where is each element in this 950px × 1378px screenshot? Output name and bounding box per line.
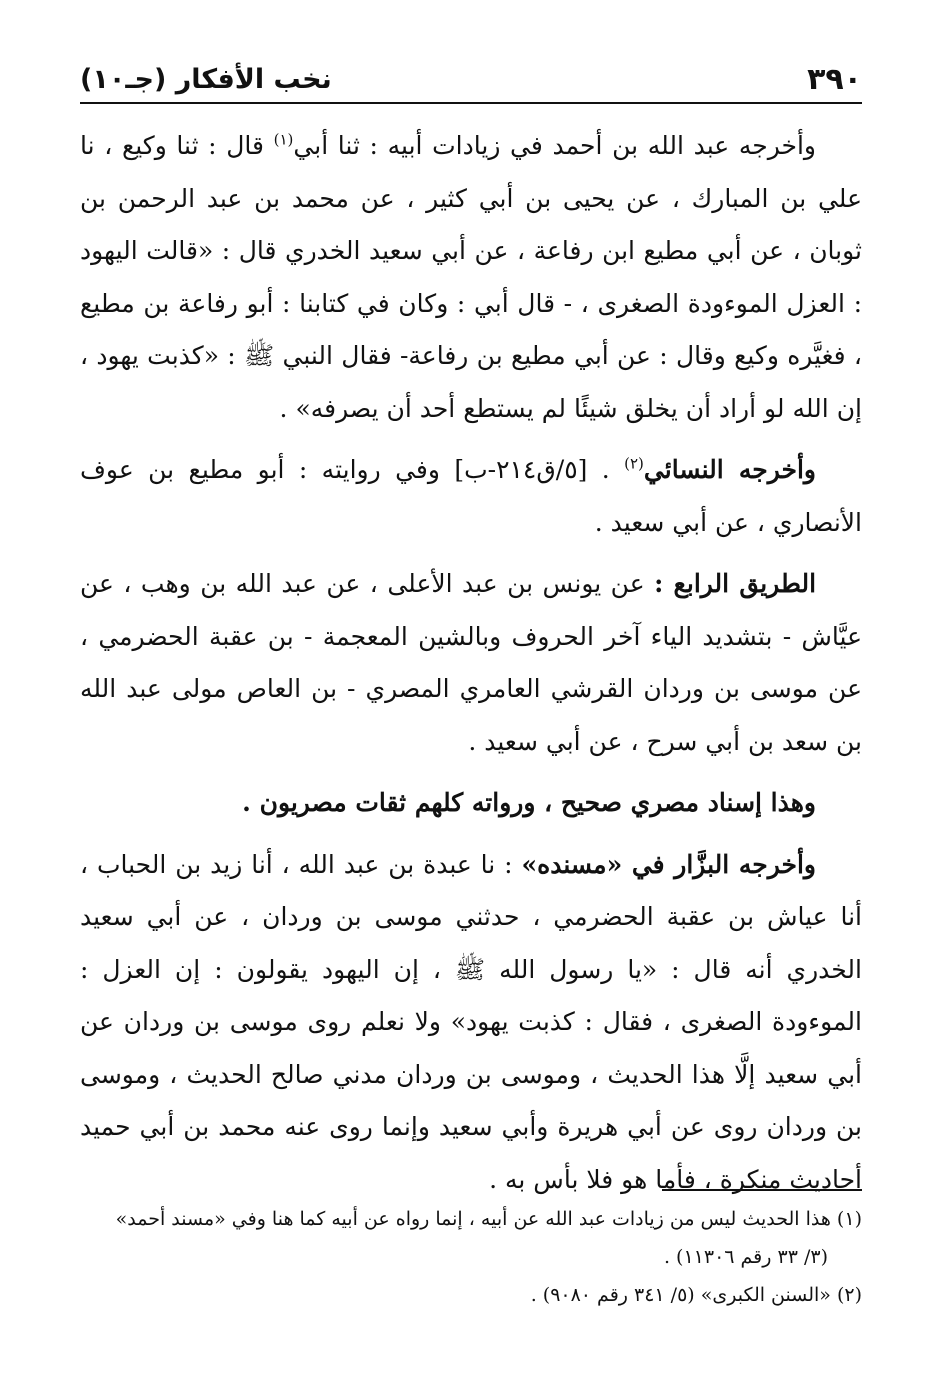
paragraph-1 [80, 120, 862, 435]
paragraph-3-text: عن يونس بن عبد الأعلى ، عن عبد الله بن وهب ، عن عيَّاش - بتشديد الياء آخر الحروف وبالشين المعجمة - بن عقبة الحضرمي ، عن موسى بن وردان القرشي العامري المصري - بن العاص مولى عبد الله بن سعد بن أبي سرح ، عن أبي سعيد . [80, 569, 862, 756]
page-number: ٣٩٠ [807, 61, 862, 97]
page-header [80, 56, 862, 104]
paragraph-4-text: وهذا إسناد مصري صحيح ، ورواته كلهم ثقات مصريون . [242, 788, 816, 817]
paragraph-1-text-a: وأخرجه عبد الله بن أحمد في زيادات أبيه : ثنا أبي [293, 131, 816, 160]
footnote-ref-2: (٢) [624, 454, 644, 473]
footnote-1-line-1: (١) هذا الحديث ليس من زيادات عبد الله عن أبيه ، إنما رواه عن أبيه كما هنا وفي «مسند أحمد» [115, 1208, 862, 1230]
paragraph-5 [80, 839, 862, 1207]
footnote-2: (٢) «السنن الكبرى» (٥/ ٣٤١ رقم ٩٠٨٠) . [530, 1284, 862, 1306]
footnote-1-line-2: (٣/ ٣٣ رقم ١١٣٠٦) . [663, 1246, 828, 1268]
paragraph-2 [80, 444, 862, 549]
paragraph-2-text: . [٥/ق٢١٤-ب] وفي روايته : أبو مطيع بن عوف الأنصاري ، عن أبي سعيد . [80, 455, 862, 537]
paragraph-3 [80, 558, 862, 768]
paragraph-5-text: : نا عبدة بن عبد الله ، أنا زيد بن الحباب ، أنا عياش بن عقبة الحضرمي ، حدثني موسى بن وردان ، عن أبي سعيد الخدري أنه قال : «يا رسول الله ﷺ ، إن اليهود يقولون : إن العزل : الموءودة الصغرى ، فقال : كذبت يهود» ولا نعلم روى موسى بن وردان عن أبي سعيد إلَّا هذا الحديث ، وموسى بن وردان مدني صالح الحديث ، وموسى بن وردان روى عن أبي هريرة وأبي سعيد وإنما روى عنه محمد بن أبي حميد أحاديث منكرة ، فأما هو فلا بأس به . [80, 849, 863, 1194]
footnote-separator [662, 1189, 862, 1191]
main-text [80, 120, 862, 1215]
footnotes [80, 1200, 862, 1314]
paragraph-4 [80, 777, 862, 830]
paragraph-2-lead: وأخرجه النسائي [643, 455, 817, 484]
footnote-ref-1: (١) [273, 130, 294, 149]
paragraph-1-text-b: قال : ثنا وكيع ، نا علي بن المبارك ، عن يحيى بن أبي كثير ، عن محمد بن عبد الرحمن بن ثوبان ، عن أبي مطيع ابن رفاعة ، عن أبي سعيد الخدري قال : «قالت اليهود : العزل الموءودة الصغرى ، - قال أبي : وكان في كتابنا : أبو رفاعة بن مطيع ، فغيَّره وكيع وقال : عن أبي مطيع بن رفاعة- فقال النبي ﷺ : «كذبت يهود ، إن الله لو أراد أن يخلق شيئًا لم يستطع أحد أن يصرفه» . [80, 131, 862, 423]
paragraph-5-lead: وأخرجه البزَّار في «مسنده» [521, 849, 816, 879]
paragraph-3-lead: الطريق الرابع : [654, 569, 817, 598]
book-title: نخب الأفكار (جـ١٠) [80, 63, 332, 95]
